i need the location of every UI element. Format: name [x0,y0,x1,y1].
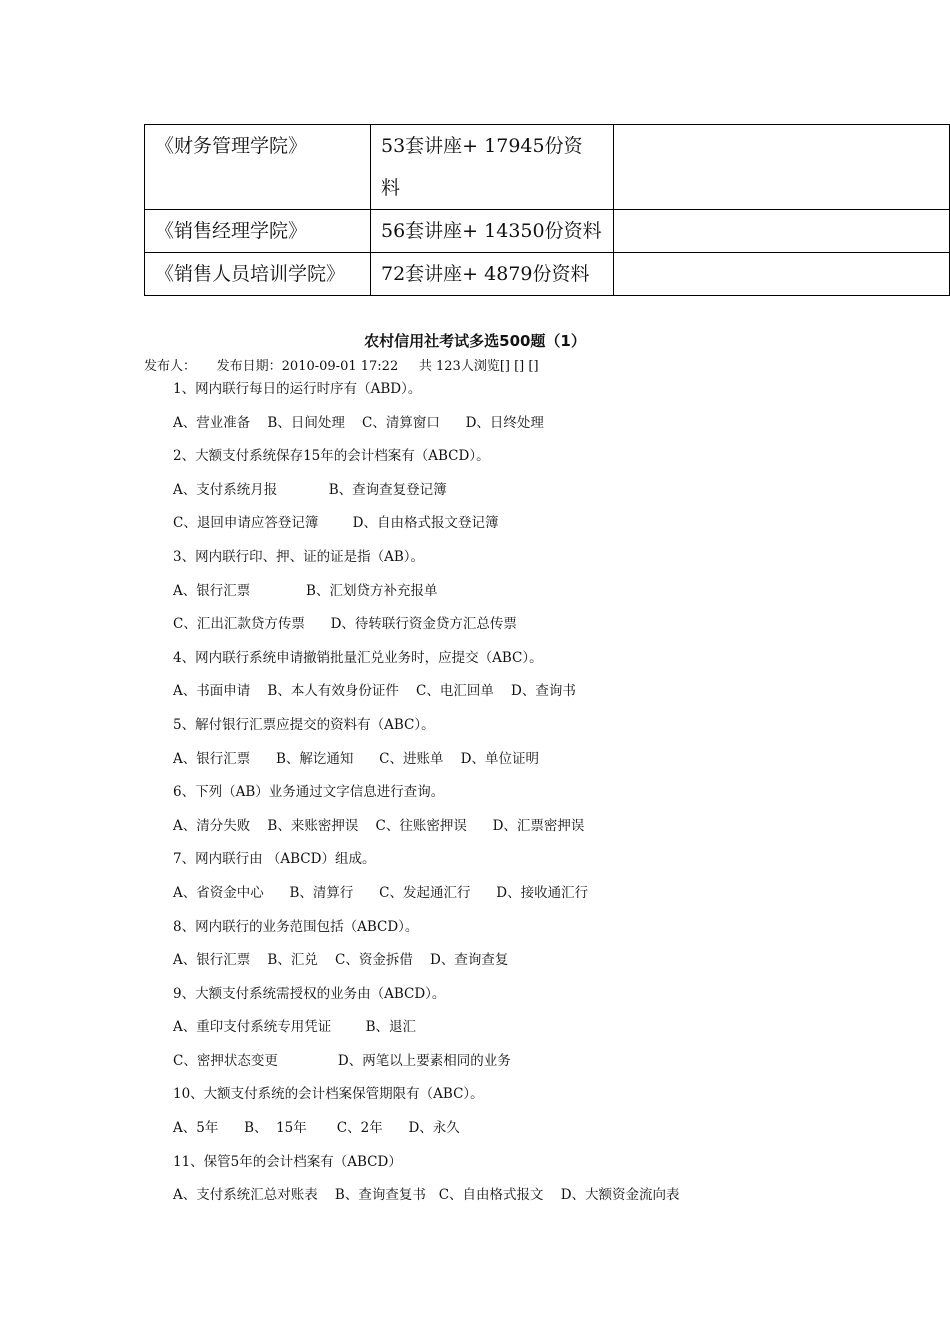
table-row [145,210,950,253]
question-text: 3、网内联行印、押、证的证是指（AB）。 [173,548,425,565]
answer-options: A、银行汇票 B、解讫通知 C、进账单 D、单位证明 [173,750,539,767]
answer-options: A、支付系统月报 B、查询查复登记簿 [173,481,447,498]
answer-options: A、重印支付系统专用凭证 B、退汇 [173,1019,416,1036]
article-title: 农村信用社考试多选500题（1） [364,332,586,350]
course-extra-cell [614,210,950,253]
question-text: 11、保管5年的会计档案有（ABCD） [173,1153,402,1170]
table-row [145,125,950,210]
table-row [145,253,950,296]
course-desc-cell: 56套讲座+ 14350份资料 [371,210,614,253]
course-desc-cell [371,125,614,210]
answer-options: A、清分失败 B、来账密押误 C、往账密押误 D、汇票密押误 [173,817,585,834]
question-text: 7、网内联行由 （ABCD）组成。 [173,851,376,868]
answer-options: C、退回申请应答登记簿 D、自由格式报文登记簿 [173,515,499,532]
course-table [144,124,950,296]
course-name-cell: 《财务管理学院》 [145,125,371,210]
answer-options: A、省资金中心 B、清算行 C、发起通汇行 D、接收通汇行 [173,884,589,901]
course-extra-cell [614,253,950,296]
answer-options: A、银行汇票 B、汇兑 C、资金拆借 D、查询查复 [173,952,509,969]
question-list [173,378,933,1218]
question-text: 10、大额支付系统的会计档案保管期限有（ABC）。 [173,1086,484,1103]
course-desc-line: 53套讲座+ 17945份资 [381,135,583,157]
course-extra-cell [614,125,950,210]
question-text: 5、解付银行汇票应提交的资料有（ABC）。 [173,716,435,733]
course-desc-line: 料 [381,177,401,199]
answer-options: C、密押状态变更 D、两笔以上要素相同的业务 [173,1052,511,1069]
answer-options: C、汇出汇款贷方传票 D、待转联行资金贷方汇总传票 [173,616,517,633]
course-name-cell: 《销售经理学院》 [145,210,371,253]
answer-options: A、5年 B、 15年 C、2年 D、永久 [173,1120,460,1137]
course-desc-cell: 72套讲座+ 4879份资料 [371,253,614,296]
course-name-cell: 《销售人员培训学院》 [145,253,371,296]
question-text: 9、大额支付系统需授权的业务由（ABCD）。 [173,985,446,1002]
answer-options: A、支付系统汇总对账表 B、查询查复书 C、自由格式报文 D、大额资金流向表 [173,1187,680,1204]
answer-options: A、银行汇票 B、汇划贷方补充报单 [173,582,438,599]
question-text: 1、网内联行每日的运行时序有（ABD）。 [173,381,422,397]
answer-options: A、书面申请 B、本人有效身份证件 C、电汇回单 D、查询书 [173,683,576,700]
answer-options: A、营业准备 B、日间处理 C、清算窗口 D、日终处理 [173,414,544,431]
article-meta: 发布人： 发布日期：2010-09-01 17:22 共 123人浏览[] [] [] [144,359,539,374]
question-text: 8、网内联行的业务范围包括（ABCD）。 [173,918,419,935]
question-text: 4、网内联行系统申请撤销批量汇兑业务时，应提交（ABC）。 [173,649,543,666]
question-text: 6、下列（AB）业务通过文字信息进行查询。 [173,784,445,801]
question-text: 2、大额支付系统保存15年的会计档案有（ABCD）。 [173,448,490,465]
